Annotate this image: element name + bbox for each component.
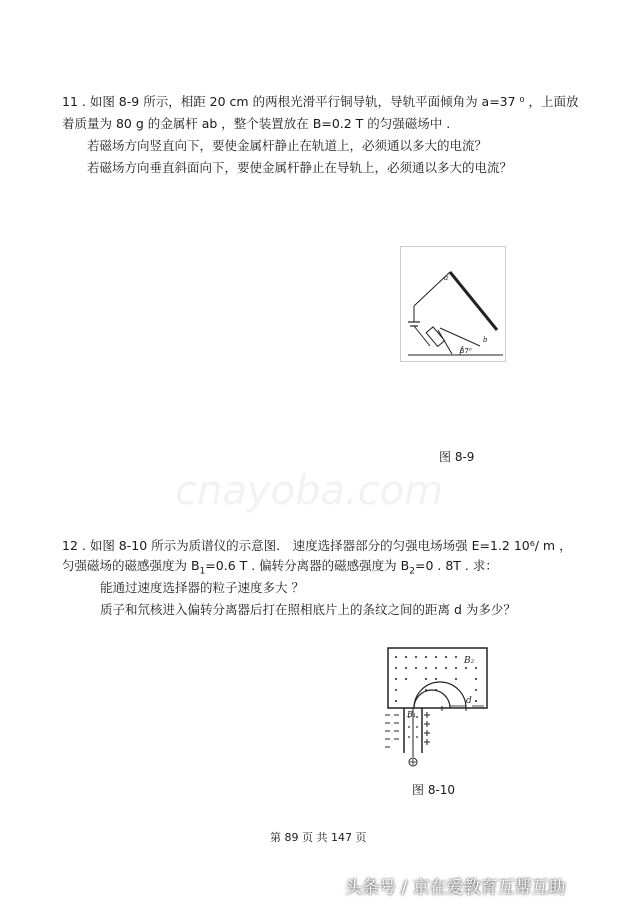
figure-8-10: [380, 645, 490, 770]
figure-8-9-caption: 图 8-9: [439, 450, 475, 464]
figure-8-9-label-a: a: [444, 274, 449, 282]
figure-8-10-caption: 图 8-10: [412, 783, 456, 797]
q12-line-4: 质子和氘核进入偏转分离器后打在照相底片上的条纹之间的距离 d 为多少？: [100, 602, 516, 617]
q12-line-3: 能通过速度选择器的粒子速度多大 ？: [100, 580, 304, 595]
figure-8-9: [400, 246, 506, 362]
figure-8-10-label-d: d: [466, 696, 472, 706]
q11-line-4: 若磁场方向垂直斜面向下，要使金属杆静止在导轨上，必须通以多大的电流？: [87, 160, 513, 175]
q12-line-1: 12 . 如图 8-10 所示为质谱仪的示意图． 速度选择器部分的匀强电场场强 E=1.2 10⁶/ m ，: [62, 538, 572, 553]
q12-line-2-part-b: =0.6 T . 偏转分离器的磁感强度为 B: [205, 558, 410, 573]
q11-line-3: 若磁场方向竖直向下，要使金属杆静止在轨道上，必须通以多大的电流？: [87, 138, 488, 153]
q12-line-2: [62, 558, 498, 580]
footer-watermark: 头条号 / 京在爱教育互帮互助: [345, 878, 566, 898]
figure-8-10-label-b1: B₁: [407, 710, 417, 719]
q12-line-2-part-c: =0 . 8T . 求：: [414, 558, 498, 573]
q12-line-2-sub-1: 1: [199, 566, 206, 577]
page-number: 第 89 页 共 147 页: [270, 831, 367, 844]
q12-line-2-sub-2: 2: [409, 566, 415, 577]
figure-8-10-label-b2: B₂: [464, 656, 475, 666]
q11-line-2: 着质量为 80 g 的金属杆 ab ，整个装置放在 B=0.2 T 的匀强磁场中 .: [62, 116, 451, 131]
q12-line-2-part-a: 匀强磁场的磁感强度为 B: [62, 558, 200, 573]
figure-8-9-angle: 37⁰: [460, 347, 472, 355]
figure-8-9-label-b: b: [483, 336, 488, 344]
background-watermark: cnayoba.com: [175, 468, 444, 514]
q11-line-1: 11 . 如图 8-9 所示，相距 20 cm 的两根光滑平行铜导轨，导轨平面倾角为 a=37 ⁰ ，上面放: [62, 94, 579, 109]
